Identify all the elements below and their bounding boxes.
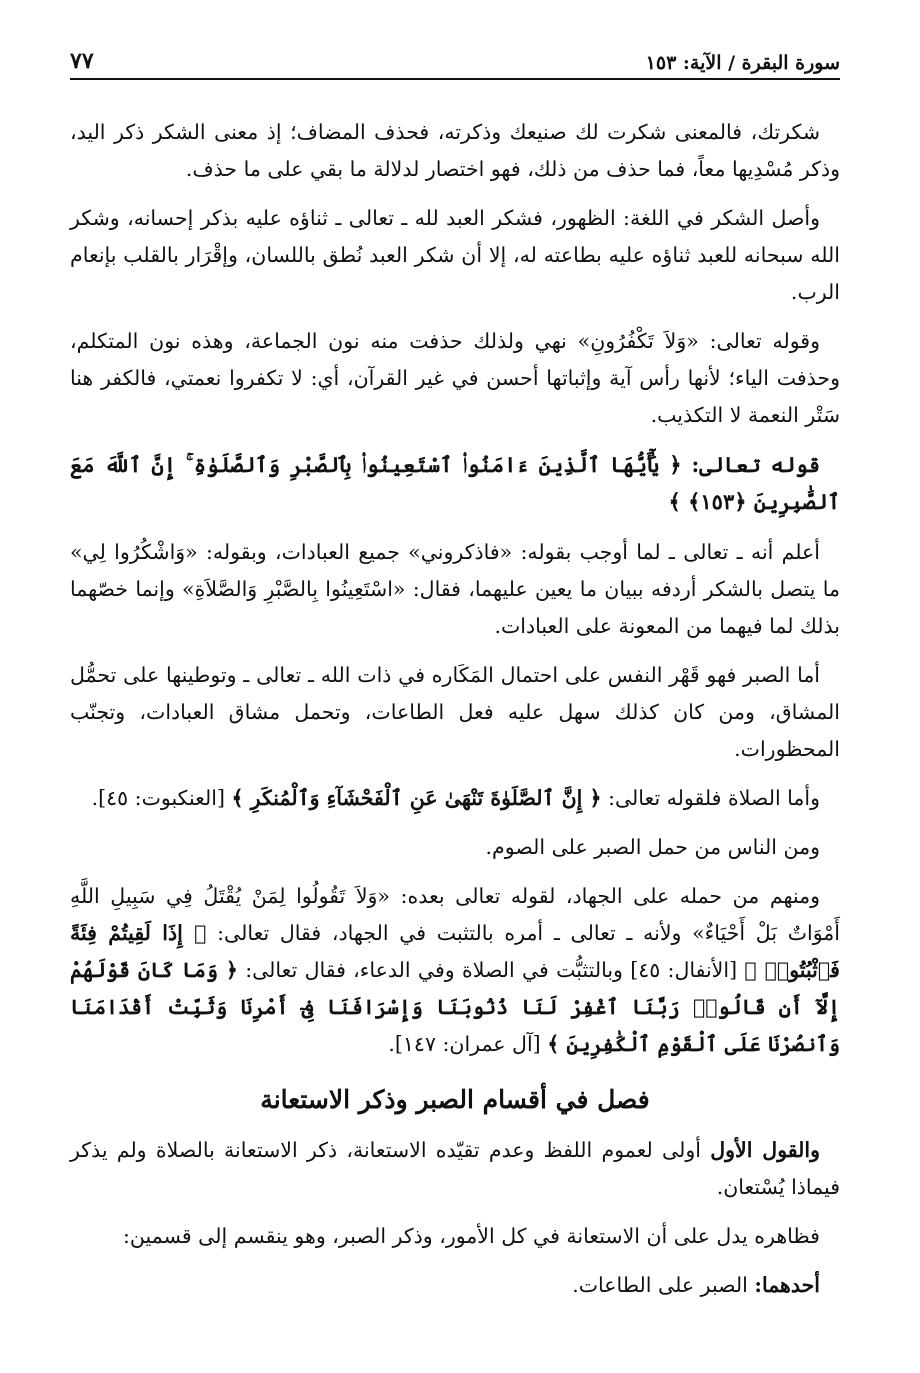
paragraph-sabr-definition: أما الصبر فهو قَهْر النفس على احتمال المَكَاره في ذات الله ـ تعالى ـ وتوطينها على تحمُّل المشاق، ومن كان كذلك سهل عليه فعل الطاعات، وتحمل مشاق العبادات، وتجنّب المحظورات. xyxy=(70,663,840,761)
page-number: ٧٧ xyxy=(70,48,94,74)
book-page xyxy=(70,40,840,1360)
paragraph-la-takfurun: وقوله تعالى: «وَلاَ تَكْفُرُونِ» نهي ولذلك حذفت منه نون الجماعة، وهذه نون المتكلم، وحذفت الياء؛ لأنها رأس آية وإثباتها أحسن في غير القرآن، أي: لا تكفروا نعمتي، فالكفر هنا سَتْر النعمة لا التكذيب. xyxy=(70,329,840,427)
verse-text: ﴿ يَٰٓأَيُّهَا ٱلَّذِينَ ءَامَنُوا۟ ٱسْتَعِينُوا۟ بِٱلصَّبْرِ وَٱلصَّلَوٰةِ ۚ إِنَّ ٱللَّهَ مَعَ ٱلصَّٰبِرِينَ ﴿١٥٣﴾ ﴾ xyxy=(70,452,840,514)
paragraph-two-kinds: فظاهره يدل على أن الاستعانة في كل الأمور، وذكر الصبر، وهو ينقسم إلى قسمين: xyxy=(123,1224,820,1248)
first-kind-lead: أحدهما: xyxy=(754,1273,820,1297)
first-opinion-lead: والقول الأول xyxy=(710,1138,820,1162)
first-kind-text: الصبر على الطاعات. xyxy=(572,1273,748,1297)
running-header xyxy=(70,40,840,80)
citation-al-imran: [آل عمران: ١٤٧]. xyxy=(388,1032,541,1056)
verse-intro: قوله تعالى: xyxy=(691,452,820,477)
verse-153 xyxy=(70,446,840,520)
paragraph-istiana: أعلم أنه ـ تعالى ـ لما أوجب بقوله: «فاذكروني» جميع العبادات، وبقوله: «وَاشْكُرُوا لِي» ما يتصل بالشكر أردفه ببيان ما يعين عليهما، فقال: «اسْتَعِينُوا بِالصَّبْرِ وَالصَّلاَةِ» وإنما خصّهما بذلك لما فيهما من المعونة على العبادات. xyxy=(70,540,840,638)
paragraph-shukr-origin: وأصل الشكر في اللغة: الظهور، فشكر العبد لله ـ تعالى ـ ثناؤه عليه بذكر إحسانه، وشكر الله سبحانه للعبد ثناؤه عليه بطاعته له، إلا أن شكر العبد نُطق باللسان، وإقْرَار بالقلب بإنعام الرب. xyxy=(70,206,840,304)
jihad-text-a: ومنهم من حمله على الجهاد، لقوله تعالى بعده: «وَلاَ تَقُولُوا لِمَنْ يُقْتَلُ فِي سَبِيلِ اللَّهِ أَمْوَاتٌ بَلْ أَحْيَاءٌ» ولأنه ـ تعالى ـ أمره بالتثبت في الجهاد، فقال تعالى: xyxy=(70,884,840,945)
paragraph-salah xyxy=(70,780,840,817)
page-content xyxy=(70,114,840,1304)
jihad-text-b: [الأنفال: ٤٥] وبالتثبُّت في الصلاة وفي الدعاء، فقال تعالى: xyxy=(245,958,738,982)
citation-ankabut: [العنكبوت: ٤٥]. xyxy=(91,786,225,810)
quran-ankabut: ﴿ إِنَّ ٱلصَّلَوٰةَ تَنْهَىٰ عَنِ ٱلْفَحْشَآءِ وَٱلْمُنكَرِ ﴾ xyxy=(231,786,602,810)
section-heading: فصل في أقسام الصبر وذكر الاستعانة xyxy=(260,1085,650,1114)
paragraph-sawm: ومن الناس من حمل الصبر على الصوم. xyxy=(485,835,820,859)
paragraph-first-opinion xyxy=(70,1132,840,1206)
paragraph-jihad xyxy=(70,878,840,1063)
paragraph-shukr-meaning: شكرتك، فالمعنى شكرت لك صنيعك وذكرته، فحذف المضاف؛ إذ معنى الشكر ذكر اليد، وذكر مُسْدِيها معاً، فما حذف من ذلك، فهو اختصار لدلالة ما بقي على ما حذف. xyxy=(70,120,840,181)
first-opinion-text: أولى لعموم اللفظ وعدم تقيّده الاستعانة، ذكر الاستعانة بالصلاة ولم يذكر فيماذا يُسْتعان. xyxy=(70,1138,840,1199)
salah-intro: وأما الصلاة فلقوله تعالى: xyxy=(608,786,820,810)
paragraph-first-kind xyxy=(70,1267,840,1304)
surah-verse-title: سورة البقرة / الآية: ١٥٣ xyxy=(645,52,840,74)
quran-al-imran: ﴿ وَمَا كَانَ قَوْلَهُمْ إِلَّآ أَن قَالُوا۟ رَبَّنَا ٱغْفِرْ لَنَا ذُنُوبَنَا وَإِسْرَافَنَا فِىٓ أَمْرِنَا وَثَبِّتْ أَقْدَامَنَا وَٱنصُرْنَا عَلَى ٱلْقَوْمِ ٱلْكَٰفِرِينَ ﴾ xyxy=(70,958,840,1056)
quran-anfal: ﴿ إِذَا لَقِيتُمْ فِئَةً فَٱثْبُتُوا۟ ﴾ xyxy=(70,921,840,982)
